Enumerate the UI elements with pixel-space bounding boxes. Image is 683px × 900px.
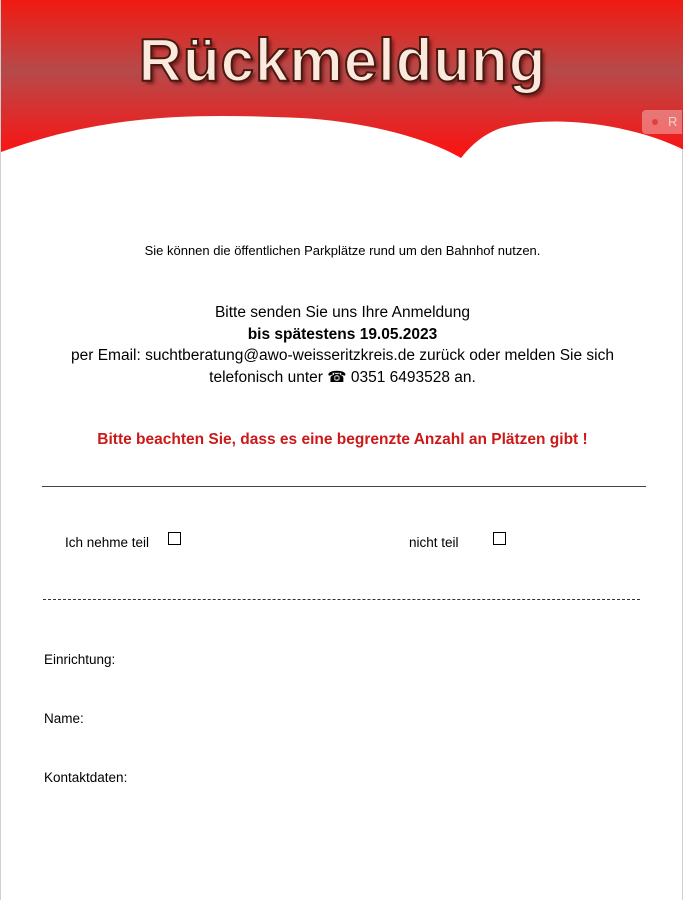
corner-tab-letter: R: [668, 114, 678, 129]
instruction-line-1: Bitte senden Sie uns Ihre Anmeldung: [214, 304, 471, 321]
name-field-label: Name:: [44, 711, 84, 726]
record-dot-icon: [652, 119, 658, 125]
not-attend-checkbox[interactable]: [493, 532, 506, 545]
not-attend-label: nicht teil: [409, 535, 459, 550]
registration-instructions: [1, 302, 683, 388]
page-title: Rückmeldung: [138, 27, 547, 94]
divider-solid: [42, 486, 646, 487]
instruction-email-line: per Email: suchtberatung@awo-weisseritzkreis.de zurück oder melden Sie sich: [71, 347, 614, 364]
contact-field-label: Kontaktdaten:: [44, 770, 128, 785]
divider-dashed: [43, 599, 640, 600]
attend-label: Ich nehme teil: [65, 535, 150, 550]
corner-tab: [642, 110, 682, 134]
limited-seats-warning: Bitte beachten Sie, dass es eine begrenzte Anzahl an Plätzen gibt !: [97, 431, 588, 448]
instruction-phone-line: telefonisch unter ☎ 0351 6493528 an.: [209, 368, 476, 386]
parking-note: Sie können die öffentlichen Parkplätze rund um den Bahnhof nutzen.: [144, 243, 541, 258]
attend-checkbox[interactable]: [168, 532, 181, 545]
institution-field-label: Einrichtung:: [44, 652, 116, 667]
deadline-line: bis spätestens 19.05.2023: [247, 325, 438, 343]
